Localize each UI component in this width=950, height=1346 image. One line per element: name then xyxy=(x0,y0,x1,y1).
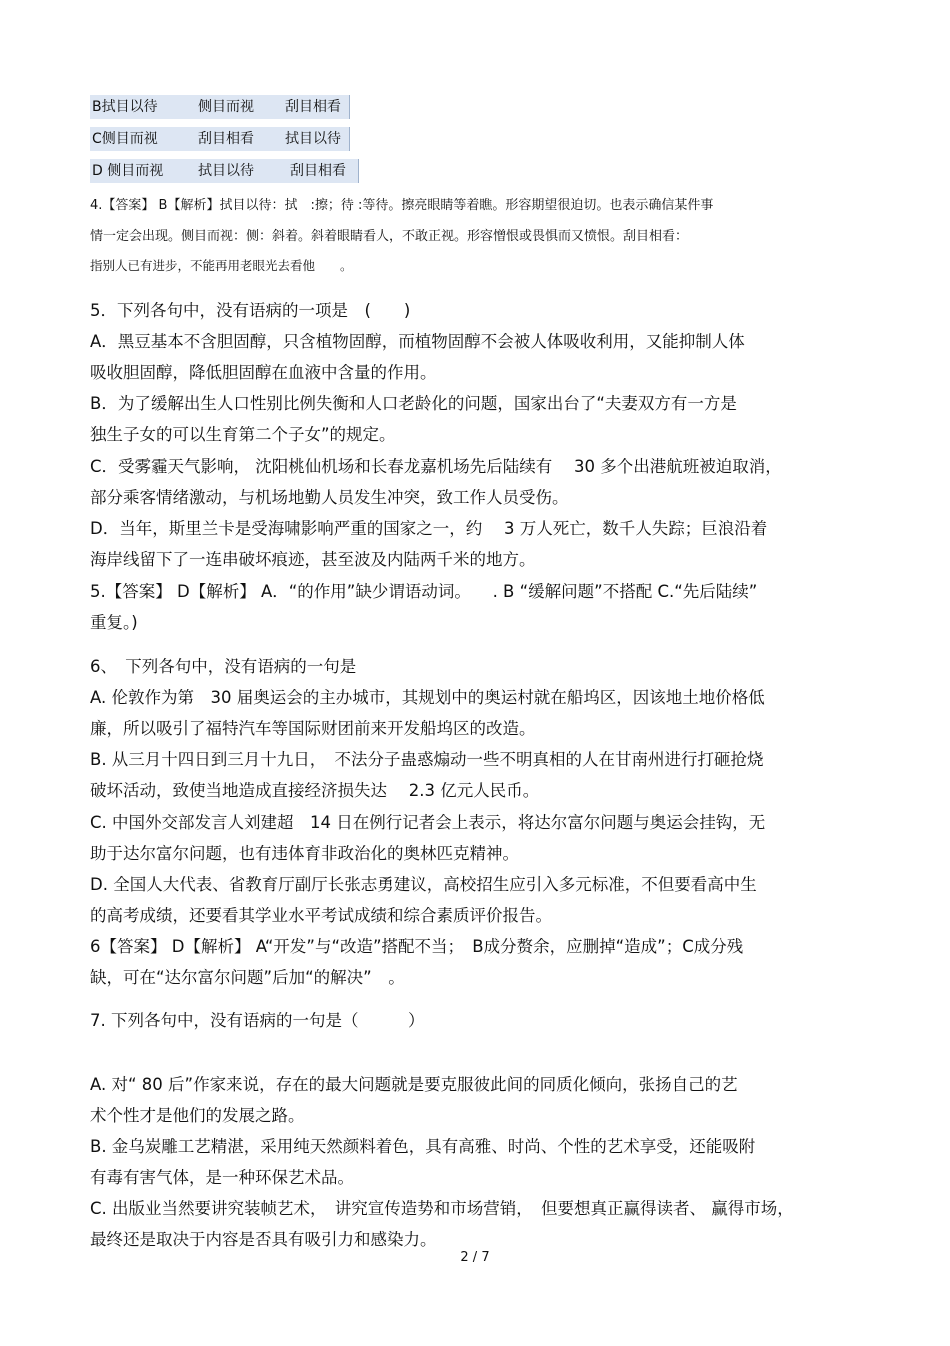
option-cell: 刮目相看 xyxy=(198,131,254,147)
question-6-line: 的高考成绩，还要看其学业水平考试成绩和综合素质评价报告。 xyxy=(90,906,552,925)
question-6-line: 廉，所以吸引了福特汽车等国际财团前来开发船坞区的改造。 xyxy=(90,719,536,738)
question-6-line: B. 从三月十四日到三月十九日， 不法分子蛊惑煽动一些不明真相的人在甘南州进行打砸抢烧 xyxy=(90,750,764,769)
option-cell: B拭目以待 xyxy=(92,99,158,115)
answer-6-line: 缺，可在“达尔富尔问题”后加“的解决” 。 xyxy=(90,968,405,987)
option-row-b xyxy=(90,95,350,119)
answer-4-line: 指别人已有进步，不能再用老眼光去看他 。 xyxy=(90,258,353,273)
option-row-c xyxy=(90,127,350,151)
question-5-line: 海岸线留下了一连串破坏痕迹，甚至波及内陆两千米的地方。 xyxy=(90,550,536,569)
question-7-line: 术个性才是他们的发展之路。 xyxy=(90,1106,305,1125)
question-5-line: B．为了缓解出生人口性别比例失衡和人口老龄化的问题，国家出台了“夫妻双方有一方是 xyxy=(90,394,737,413)
answer-5-line: 重复。) xyxy=(90,613,138,632)
question-6-line: D. 全国人大代表、省教育厅副厅长张志勇建议，高校招生应引入多元标准，不但要看高中生 xyxy=(90,875,757,894)
question-5-stem: 5．下列各句中，没有语病的一项是 ( ) xyxy=(90,301,411,320)
option-cell: D 侧目而视 xyxy=(92,163,164,179)
question-5-line: A．黑豆基本不含胆固醇，只含植物固醇，而植物固醇不会被人体吸收利用，又能抑制人体 xyxy=(90,332,745,351)
question-5-line: D．当年，斯里兰卡是受海啸影响严重的国家之一，约 3 万人死亡，数千人失踪；巨浪沿着 xyxy=(90,519,768,538)
answer-4-line: 情一定会出现。侧目而视：侧：斜着。斜着眼睛看人，不敢正视。形容憎恨或畏惧而又愤恨。刮目相看： xyxy=(90,229,689,244)
option-cell: 侧目而视 xyxy=(198,99,254,115)
option-row-d xyxy=(90,159,359,183)
question-6-line: 破坏活动，致使当地造成直接经济损失达 2.3 亿元人民币。 xyxy=(90,781,540,800)
option-cell: 拭目以待 xyxy=(198,163,254,179)
option-cell: 拭目以待 xyxy=(285,131,341,147)
question-6-stem: 6、 下列各句中，没有语病的一句是 xyxy=(90,657,357,676)
question-7-line: 最终还是取决于内容是否具有吸引力和感染力。 xyxy=(90,1230,437,1249)
question-6-line: C. 中国外交部发言人刘建超 14 日在例行记者会上表示，将达尔富尔问题与奥运会挂钩，无 xyxy=(90,813,766,832)
answer-5-line: 5.【答案】 D【解析】 A．“的作用”缺少谓语动词。 . B “缓解问题”不搭配 C.“先后陆续” xyxy=(90,582,758,601)
question-7-stem: 7. 下列各句中，没有语病的一句是（ ） xyxy=(90,1011,425,1030)
answer-6-line: 6【答案】 D【解析】 A“开发”与“改造”搭配不当； B成分赘余，应删掉“造成”；C成分残 xyxy=(90,937,744,956)
question-7-line: C. 出版业当然要讲究装帧艺术， 讲究宣传造势和市场营销， 但要想真正赢得读者、 赢得市场， xyxy=(90,1199,794,1218)
question-6-line: 助于达尔富尔问题，也有违体育非政治化的奥林匹克精神。 xyxy=(90,844,519,863)
question-7-line: A. 对“ 80 后”作家来说，存在的最大问题就是要克服彼此间的同质化倾向，张扬自己的艺 xyxy=(90,1075,738,1094)
option-cell: 刮目相看 xyxy=(290,163,346,179)
option-cell: 刮目相看 xyxy=(285,99,341,115)
option-cell: C侧目而视 xyxy=(92,131,158,147)
question-7-line: B. 金乌炭雕工艺精湛，采用纯天然颜料着色，具有高雅、时尚、个性的艺术享受，还能吸附 xyxy=(90,1137,756,1156)
question-7-line: 有毒有害气体，是一种环保艺术品。 xyxy=(90,1168,354,1187)
question-5-line: 吸收胆固醇，降低胆固醇在血液中含量的作用。 xyxy=(90,363,437,382)
answer-4-line: 4.【答案】 B【解析】拭目以待：拭 :擦；待 :等待。擦亮眼睛等着瞧。形容期望很迫切。也表示确信某件事 xyxy=(90,198,714,213)
question-5-line: 独生子女的可以生育第二个子女”的规定。 xyxy=(90,425,396,444)
question-5-line: C．受雾霾天气影响， 沈阳桃仙机场和长春龙嘉机场先后陆续有 30 多个出港航班被迫取消， xyxy=(90,457,782,476)
question-5-line: 部分乘客情绪激动，与机场地勤人员发生冲突，致工作人员受伤。 xyxy=(90,488,569,507)
question-6-line: A. 伦敦作为第 30 届奥运会的主办城市，其规划中的奥运村就在船坞区，因该地土地价格低 xyxy=(90,688,765,707)
page-number: 2 / 7 xyxy=(460,1250,490,1265)
